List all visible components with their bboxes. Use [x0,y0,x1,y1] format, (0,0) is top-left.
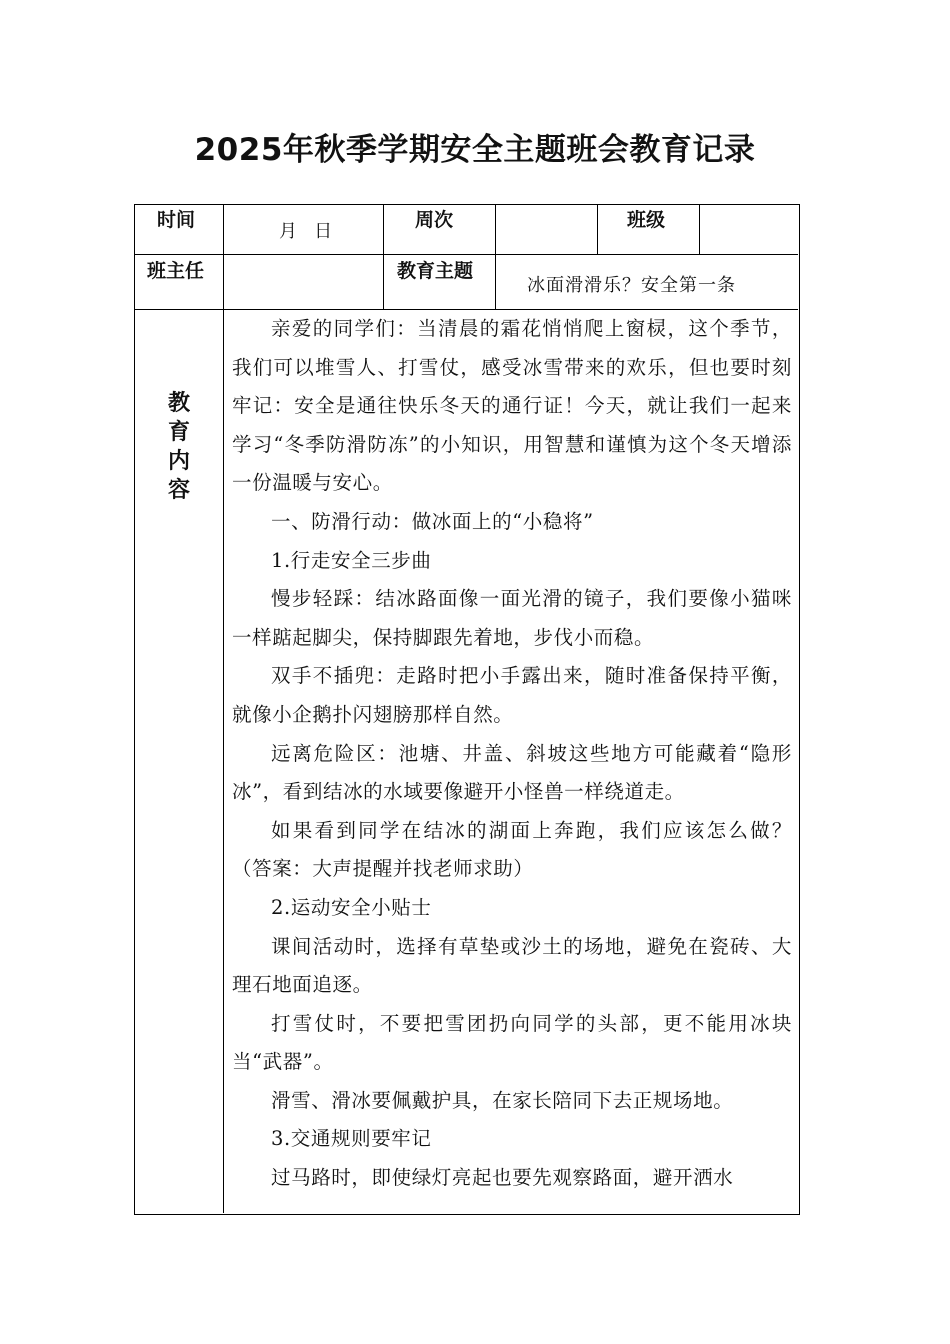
time-value: 月 日 [279,221,333,242]
content-label-char: 内 [167,449,190,474]
education-content [232,310,792,1198]
theme-value: 冰面滑滑乐？安全第一条 [527,275,736,296]
column-divider [495,205,496,309]
content-paragraph: 如果看到同学在结冰的湖面上奔跑，我们应该怎么做？（答案：大声提醒并找老师求助） [232,818,792,881]
week-label: 周次 [415,209,454,231]
row-divider [135,254,798,255]
content-paragraph: 打雪仗时，不要把雪团扔向同学的头部，更不能用冰块当“武器”。 [232,1011,792,1074]
content-paragraph: 课间活动时，选择有草垫或沙土的场地，避免在瓷砖、大理石地面追逐。 [232,934,792,997]
content-paragraph: 过马路时，即使绿灯亮起也要先观察路面，避开洒水 [271,1166,734,1190]
subsection-heading: 3.交通规则要牢记 [271,1127,432,1151]
content-paragraph: 双手不插兜：走路时把小手露出来，随时准备保持平衡，就像小企鹅扑闪翅膀那样自然。 [232,664,792,726]
column-divider [383,205,384,309]
content-label [135,389,223,505]
teacher-label: 班主任 [147,260,205,282]
section-heading: 一、防滑行动：做冰面上的“小稳将” [271,509,594,533]
time-label: 时间 [157,209,196,231]
content-paragraph: 亲爱的同学们：当清晨的霜花悄悄爬上窗棂，这个季节，我们可以堆雪人、打雪仗，感受冰雪带来的欢乐，但也要时刻牢记：安全是通往快乐冬天的通行证！今天，就让我们一起来学习“冬季防滑防冻”的小知识，用智慧和谨慎为这个冬天增添一份温暖与安心。 [232,317,792,495]
theme-label: 教育主题 [397,260,474,282]
content-label-char: 教 [167,391,190,416]
page-title: 2025年秋季学期安全主题班会教育记录 [194,132,756,168]
column-divider [223,205,224,1213]
subsection-heading: 1.行走安全三步曲 [271,548,432,572]
subsection-heading: 2.运动安全小贴士 [271,895,432,919]
content-paragraph: 滑雪、滑冰要佩戴护具，在家长陪同下去正规场地。 [271,1088,734,1112]
content-paragraph: 远离危险区：池塘、井盖、斜坡这些地方可能藏着“隐形冰”，看到结冰的水域要像避开小怪兽一样绕道走。 [232,741,792,804]
class-label: 班级 [627,209,666,231]
content-label-char: 育 [167,420,190,445]
column-divider [597,205,598,254]
content-label-char: 容 [167,478,190,503]
column-divider [699,205,700,254]
content-paragraph: 慢步轻踩：结冰路面像一面光滑的镜子，我们要像小猫咪一样踮起脚尖，保持脚跟先着地，步伐小而稳。 [232,587,792,649]
